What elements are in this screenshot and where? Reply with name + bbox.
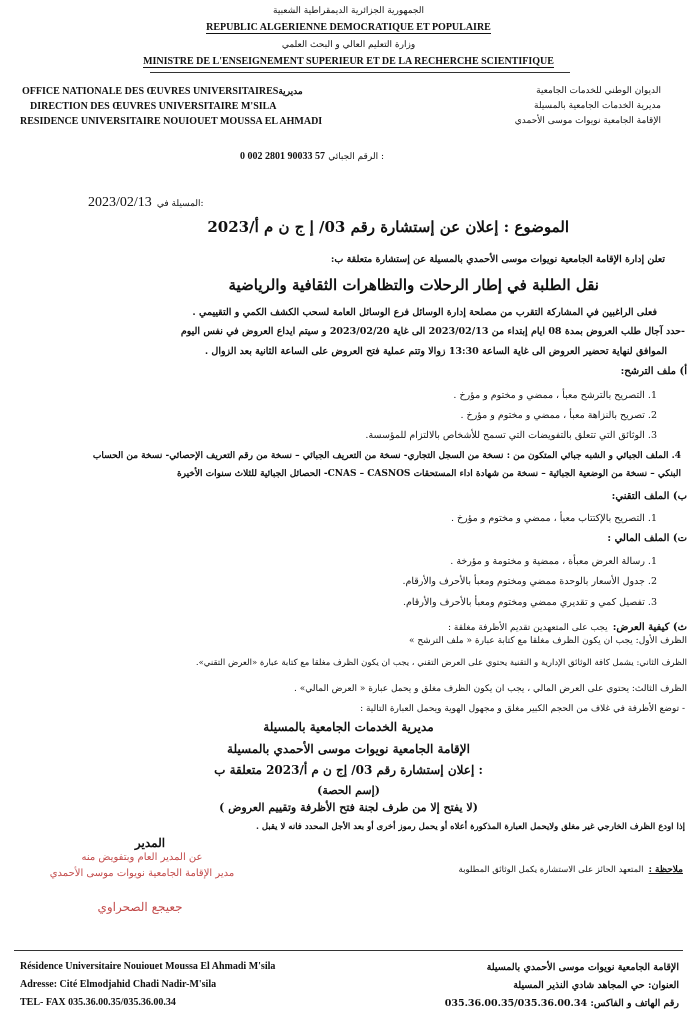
section-c-item-1: 1. رسالة العرض معبأة ، ممضية و مختومة و مؤرخة .	[450, 556, 657, 567]
paragraph-1: فعلى الراغبين في المشاركة التقرب من مصلحة إدارة الوسائل فرع الوسائل العامة لسحب الكشف الكمي و التقييمي .	[192, 307, 657, 318]
footer-right-1: الإقامة الجامعية نويوات موسى الأحمدي بالمسيلة	[486, 962, 679, 973]
main-title: نقل الطلبة في إطار الرحلات والتظاهرات الثقافية والرياضية	[228, 276, 599, 294]
republic-title: REPUBLIC ALGERIENNE DEMOCRATIQUE ET POPULAIRE	[206, 22, 491, 33]
footer-right-2: العنوان: حي المجاهد شادي النذير المسيلة	[513, 980, 679, 991]
note-text: المتعهد الحائز على الاستشارة يكمل الوثائق المطلوبة	[458, 865, 644, 875]
section-a-item-1: 1. التصريح بالترشح معبأ ، ممضي و مختوم و مؤرخ .	[453, 390, 657, 401]
note	[459, 857, 683, 876]
left-block-line3: RESIDENCE UNIVERSITAIRE NOUIOUET MOUSSA EL AHMADI	[20, 116, 323, 127]
section-c-title: ت) الملف المالي :	[607, 533, 687, 544]
section-a-item-3: 3. الوثائق التي تتعلق بالتفويضات التي تسمح للأشخاص بالالتزام للمؤسسة.	[365, 430, 657, 441]
section-d-item-1: الظرف الأول: يجب ان يكون الظرف مغلقا مع كتابة عبارة « ملف الترشح »	[409, 636, 687, 646]
date-value: 2023/02/13	[88, 195, 152, 210]
right-block-line2: مديرية الخدمات الجامعية بالمسيلة	[534, 101, 661, 111]
footer-right-3: رقم الهاتف و الفاكس: 035.36.00.35/035.36.00.34	[444, 998, 679, 1009]
right-block-line3: الإقامة الجامعية نويوات موسى الأحمدي	[514, 116, 661, 126]
left-block-line1	[22, 86, 303, 97]
footer-left-3: TEL- FAX 035.36.00.35/035.36.00.34	[20, 997, 176, 1008]
section-a-item-4-cont: البنكي – نسخة من الوضعية الجبائية – نسخة من شهادة اداء المستحقات CNAS – CASNOS- الحصائل الجبائية للثلاث سنوات الأخيرة	[176, 469, 681, 479]
paragraph-2: -حدد آجال طلب العروض بمدة 08 ايام إبتداء من 2023/02/13 الى غاية 2023/02/20 و سيتم ايداع العروض في نفس اليوم	[180, 326, 685, 337]
date-line	[88, 191, 204, 211]
footer-left-1: Résidence Universitaire Nouiouet Moussa El Ahmadi M'sila	[20, 961, 276, 972]
signature-name: جعيجع الصحراوي	[97, 900, 183, 914]
section-d-item-2: الظرف الثاني: يشمل كافة الوثائق الإدارية و التقنية يحتوي على العرض التقني ، يجب ان يكون الظرف مغلقا مع كتابة عبارة «العرض التقني».	[195, 658, 687, 668]
office-name: OFFICE NATIONALE DES ŒUVRES UNIVERSITAIRES	[22, 86, 279, 97]
section-d-item-4: - توضع الأظرفة في غلاف من الحجم الكبير مغلق و مجهول الهوية ويحمل العبارة التالية :	[360, 704, 685, 714]
tax-id	[240, 151, 384, 162]
envelope-line-3: إعلان إستشارة رقم 03/ إج ن م أ/2023 متعلقة ب :	[214, 763, 483, 777]
section-a-title: أ) ملف الترشح:	[620, 366, 687, 377]
envelope-line-1: مديرية الخدمات الجامعية بالمسيلة	[263, 720, 434, 734]
section-a-item-4: 4. الملف الجبائي و الشبه جبائي المتكون من : نسخة من السجل التجاري- نسخة من التعريف الجبائي – نسخة من رقم التعريف الإحصائي- نسخة من الحساب	[92, 451, 681, 461]
director-title: المدير	[134, 836, 166, 850]
stamp-line-1: عن المدير العام وبتفويض منه	[81, 852, 203, 863]
office-ar-prefix: مديرية	[278, 86, 303, 96]
stamp-line-2: مدير الإقامة الجامعية نويوات موسى الأحمدي	[49, 868, 235, 879]
header-french-ministry	[0, 56, 697, 67]
header-arabic-republic: الجمهورية الجزائرية الديمقراطية الشعبية	[273, 6, 424, 16]
tax-id-label: الرقم الجبائي :	[328, 152, 384, 162]
ministry-title: MINISTRE DE L'ENSEIGNEMENT SUPERIEUR ET DE LA RECHERCHE SCIENTIFIQUE	[143, 56, 554, 67]
subject-title: الموضوع : إعلان عن إستشارة رقم 03/ إ ج ن م أ/2023	[207, 218, 569, 236]
right-block-line1: الديوان الوطني للخدمات الجامعية	[536, 86, 661, 96]
tax-id-value: 0 002 2801 90033 57	[240, 151, 325, 162]
section-b-item-1: 1. التصريح بالإكتتاب معبأ ، ممضي و مختوم و مؤرخ .	[451, 513, 657, 524]
envelope-line-5: ( لا يفتح إلا من طرف لجنة فتح الأظرفة وتقييم العروض)	[219, 801, 478, 814]
header-french-republic	[0, 22, 697, 33]
warning-text: إذا اودع الظرف الخارجي غير مغلق ولايحمل العبارة المذكورة أعلاه أو يحمل رموز أخرى أو بعد الأجل المحدد فانه لا يقبل .	[255, 822, 685, 832]
section-d-subtitle: يجب على المتعهدين تقديم الأظرفة مغلقة :	[448, 623, 608, 633]
paragraph-3: الموافق لنهاية تحضير العروض الى غاية الساعة 13:30 زوالا وتتم عملية فتح العروض على الساعة الثانية بعد الزوال .	[204, 346, 667, 357]
footer-divider	[14, 950, 683, 951]
header-arabic-ministry: وزارة التعليم العالي و البحث العلمي	[281, 40, 416, 50]
envelope-line-4: (إسم الحصة)	[317, 784, 380, 797]
section-d-item-3: الظرف الثالث: يحتوي على العرض المالي ، يجب ان يكون الظرف مغلق و يحمل عبارة « العرض المالي» .	[294, 684, 687, 694]
section-a-item-2: 2. تصريح بالنزاهة معبأ ، ممضي و مختوم و مؤرخ .	[460, 410, 657, 421]
section-c-item-3: 3. تفصيل كمي و تقديري ممضي ومختوم ومعبأ بالأحرف والأرقام.	[403, 597, 657, 608]
date-label: المسيلة في:	[156, 199, 204, 209]
left-block-line2: DIRECTION DES ŒUVRES UNIVERSITAIRE M'SILA	[30, 101, 277, 112]
section-b-title: ب) الملف التقني:	[611, 491, 687, 502]
section-d-header	[448, 615, 687, 634]
section-d-title: ث) كيفية العرض:	[612, 622, 687, 633]
envelope-line-2: الإقامة الجامعية نويوات موسى الأحمدي بالمسيلة	[227, 742, 470, 756]
footer-left-2: Adresse: Cité Elmodjahid Chadi Nadir-M'sila	[20, 979, 217, 990]
header-divider	[150, 72, 570, 73]
section-c-item-2: 2. جدول الأسعار بالوحدة ممضي ومختوم ومعبأ بالأحرف والأرقام.	[402, 576, 657, 587]
note-label: ملاحظة :	[648, 865, 683, 875]
intro-text: تعلن إدارة الإقامة الجامعية نويوات موسى الأحمدي بالمسيلة عن إستشارة متعلقة ب:	[330, 254, 665, 265]
